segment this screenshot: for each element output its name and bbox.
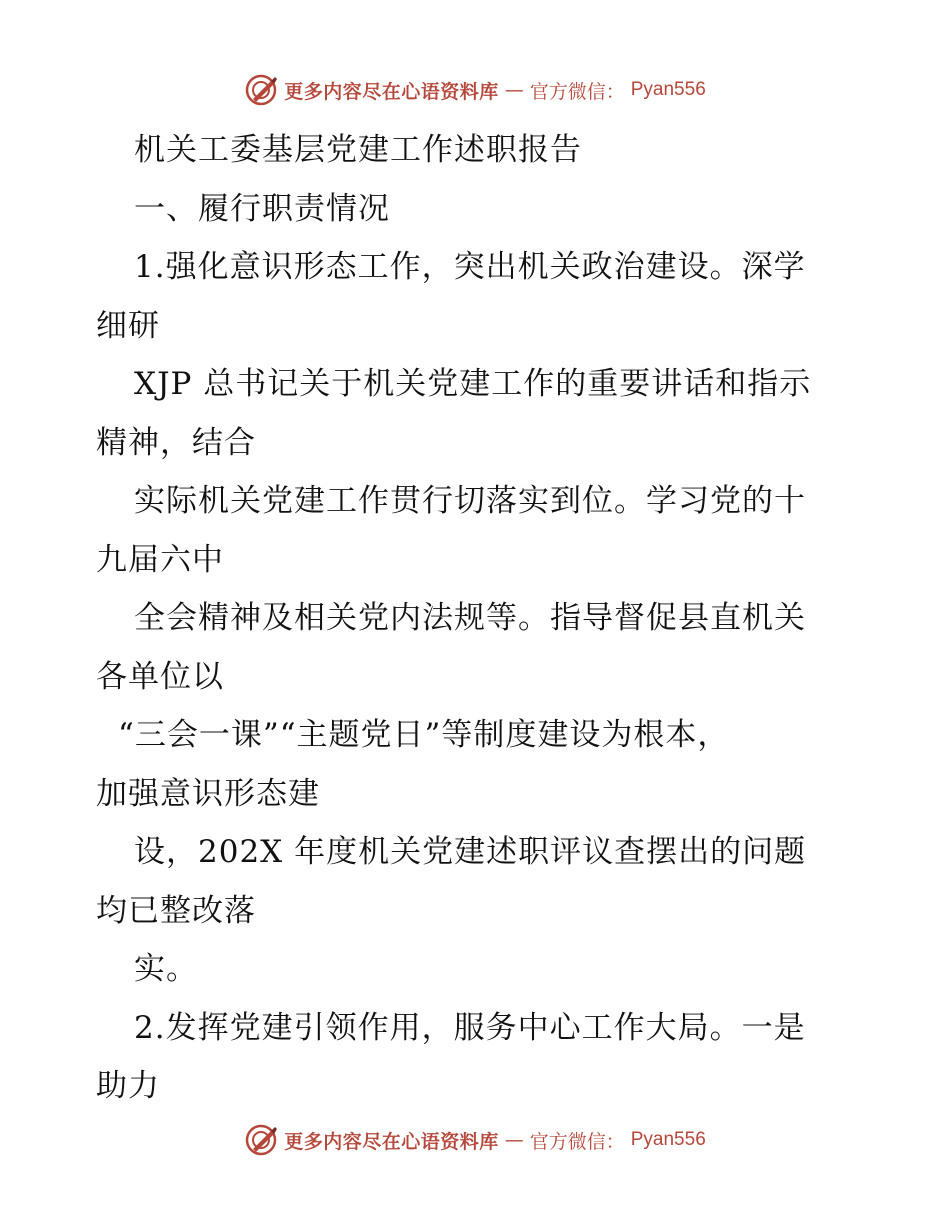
document-body: [96, 121, 856, 1116]
banner-separator: —: [504, 79, 524, 101]
banner-separator: —: [504, 1129, 524, 1151]
paragraph-line: 全会精神及相关党内法规等。指导督促县直机关: [134, 600, 806, 636]
paragraph-line: 1.强化意识形态工作，突出机关政治建设。深学: [134, 249, 806, 285]
paragraph-line: “三会一课”“主题党日”等制度建设为根本，: [118, 717, 730, 753]
banner-wechat-label: 官方微信：: [529, 80, 625, 103]
paragraph-line: 细研: [96, 307, 160, 344]
footer-banner: [0, 1120, 950, 1160]
paragraph-line: 实。: [134, 951, 198, 987]
brand-logo-icon: [244, 1123, 278, 1157]
document-title: 机关工委基层党建工作述职报告: [134, 132, 582, 168]
paragraph-line: XJP 总书记关于机关党建工作的重要讲话和指示: [134, 366, 812, 402]
banner-text: 更多内容尽在心语资料库: [284, 80, 499, 103]
banner-wechat-id: Pyan556: [630, 1129, 706, 1150]
paragraph-line: 九届六中: [96, 541, 224, 578]
paragraph-line: 精神，结合: [96, 424, 256, 461]
paragraph-line: 设，202X 年度机关党建述职评议查摆出的问题: [134, 834, 807, 870]
paragraph-line: 均已整改落: [96, 892, 256, 929]
paragraph-line: 实际机关党建工作贯行切落实到位。学习党的十: [134, 483, 806, 519]
paragraph-line: 加强意识形态建: [96, 775, 320, 812]
paragraph-line: 助力: [96, 1068, 160, 1104]
brand-logo-icon: [244, 73, 278, 107]
banner-wechat-label: 官方微信：: [529, 1130, 625, 1153]
paragraph-line: 各单位以: [96, 658, 224, 695]
banner-wechat-id: Pyan556: [630, 79, 706, 100]
section-heading: 一、履行职责情况: [134, 190, 390, 227]
header-banner: [0, 70, 950, 110]
paragraph-line: 2.发挥党建引领作用，服务中心工作大局。一是: [134, 1009, 806, 1046]
banner-text: 更多内容尽在心语资料库: [284, 1130, 499, 1153]
